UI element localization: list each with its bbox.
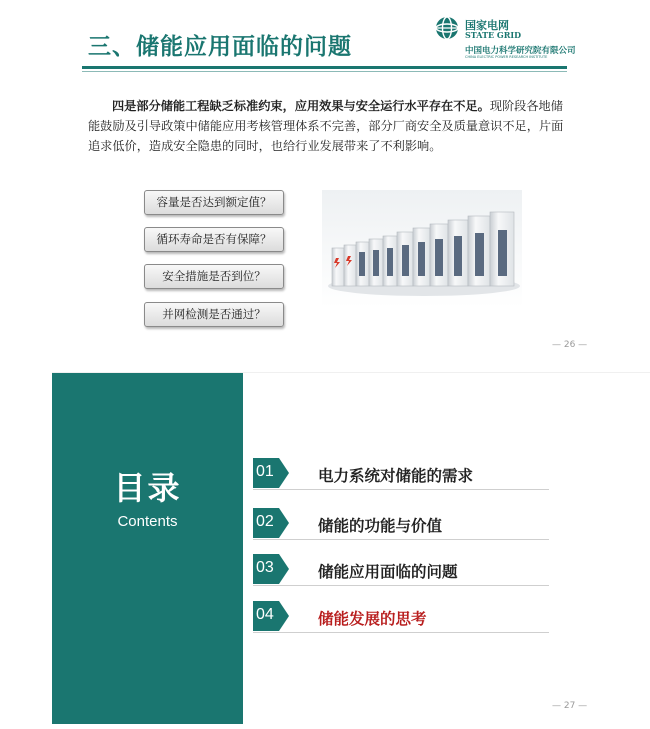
contents-heading: 目录: [113, 469, 182, 507]
body-paragraph: [88, 96, 566, 156]
toc-divider: [253, 489, 549, 490]
contents-sidebar: [52, 373, 243, 724]
toc-label-active: 储能发展的思考: [318, 610, 427, 628]
slide-title: 三、储能应用面临的问题: [88, 34, 352, 60]
battery-storage-cabinets-illustration: [322, 190, 522, 308]
slide-26: [52, 10, 650, 362]
toc-item-01[interactable]: [253, 458, 549, 490]
toc-divider: [253, 585, 549, 586]
toc-item-03[interactable]: [253, 554, 549, 586]
title-divider-thin: [82, 71, 567, 72]
paragraph-body: 现阶段各地储能鼓励及引导政策中储能应用考核管理体系不完善，部分厂商安全及质量意识不足，片面追求低价，造成安全隐患的同时，也给行业发展带来了不利影响。: [88, 99, 564, 153]
question-button-capacity[interactable]: 容量是否达到额定值？: [144, 190, 284, 215]
question-button-grid-test[interactable]: 并网检测是否通过？: [144, 302, 284, 327]
toc-divider: [253, 632, 549, 633]
paragraph-lead: 四是部分储能工程缺乏标准约束，应用效果与安全运行水平存在不足。: [112, 99, 490, 113]
page-number: — 26 —: [552, 340, 588, 350]
toc-number: 01: [256, 463, 274, 480]
question-button-cycle-life[interactable]: 循环寿命是否有保障？: [144, 227, 284, 252]
question-button-safety[interactable]: 安全措施是否到位？: [144, 264, 284, 289]
toc-number: 04: [256, 606, 274, 623]
toc-divider: [253, 539, 549, 540]
toc-item-04-active[interactable]: [253, 601, 549, 633]
logo-name-en: STATE GRID: [465, 30, 522, 40]
toc-number: 02: [256, 513, 274, 530]
state-grid-emblem-icon: [435, 16, 459, 40]
logo-institute-en: CHINA ELECTRIC POWER RESEARCH INSTITUTE: [465, 55, 548, 59]
toc-label: 储能的功能与价值: [318, 517, 443, 535]
toc-number: 03: [256, 559, 274, 576]
state-grid-logo: [435, 14, 595, 60]
logo-institute-cn: 中国电力科学研究院有限公司: [465, 46, 576, 56]
page-number: — 27 —: [552, 701, 588, 711]
title-divider: [82, 66, 567, 69]
slide-27-contents: [52, 372, 650, 723]
contents-subheading: Contents: [117, 513, 178, 530]
toc-label: 电力系统对储能的需求: [318, 467, 474, 485]
logo-name-cn: 国家电网: [465, 19, 509, 32]
toc-label: 储能应用面临的问题: [318, 563, 458, 581]
toc-item-02[interactable]: [253, 508, 549, 540]
